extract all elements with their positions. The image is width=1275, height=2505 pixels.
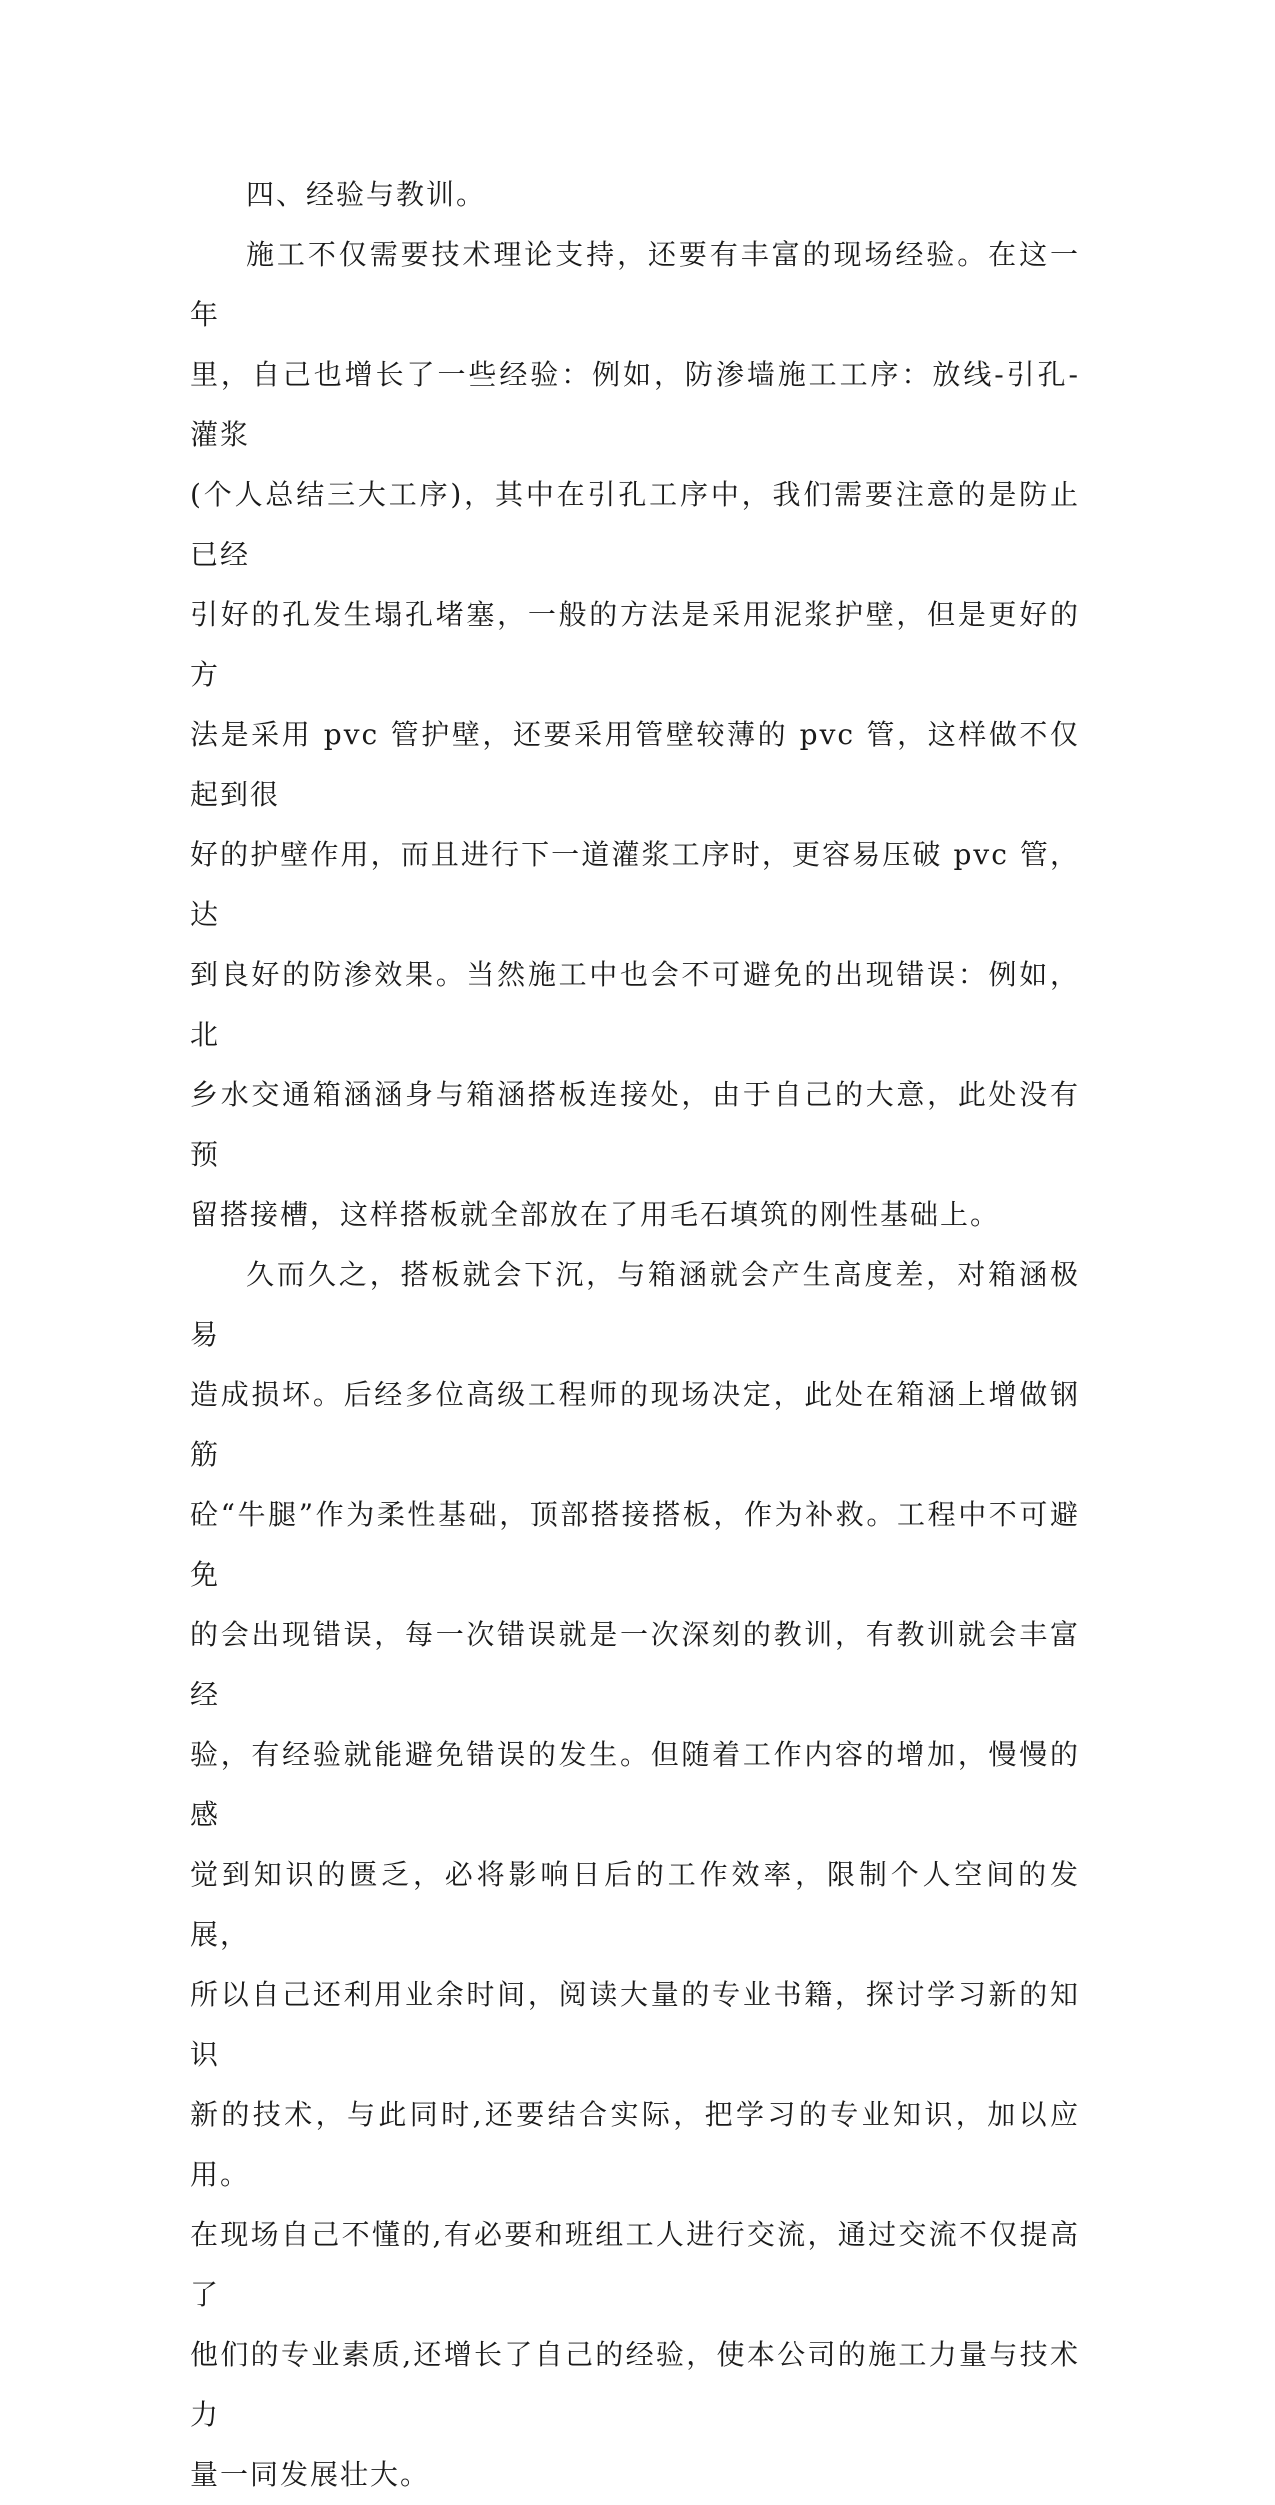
body-paragraph-1: 施工不仅需要技术理论支持，还要有丰富的现场经验。在这一年 里，自己也增长了一些经验：例如，防渗墙施工工序：放线-引孔-灌浆 (个人总结三大工序)，其中在引孔工序中，我们需要注意的是防止已经 引好的孔发生塌孔堵塞，一般的方法是采用泥浆护壁，但是更好的方 法是采用 pvc 管护壁，还要采用管壁较薄的 pvc 管，这样做不仅起到很 好的护壁作用，而且进行下一道灌浆工序时，更容易压破 pvc 管，达 到良好的防渗效果。当然施工中也会不可避免的出现错误：例如，北 乡水交通箱涵涵身与箱涵搭板连接处，由于自己的大意，此处没有预 留搭接槽，这样搭板就全部放在了用毛石填筑的刚性基础上。 <box>190 238 1080 1231</box>
section-heading: 四、经验与教训。 <box>246 178 487 211</box>
document-body <box>190 165 1080 2505</box>
body-paragraph-2: 久而久之，搭板就会下沉，与箱涵就会产生高度差，对箱涵极易 造成损坏。后经多位高级工程师的现场决定，此处在箱涵上增做钢筋 砼“牛腿”作为柔性基础，顶部搭接搭板，作为补救。工程中不可避免 的会出现错误，每一次错误就是一次深刻的教训，有教训就会丰富经 验，有经验就能避免错误的发生。但随着工作内容的增加，慢慢的感 觉到知识的匮乏，必将影响日后的工作效率，限制个人空间的发展， 所以自己还利用业余时间，阅读大量的专业书籍，探讨学习新的知识 新的技术，与此同时,还要结合实际，把学习的专业知识，加以应用。 在现场自己不懂的,有必要和班组工人进行交流，通过交流不仅提高了 他们的专业素质,还增长了自己的经验，使本公司的施工力量与技术力 量一同发展壮大。 <box>190 1258 1080 2491</box>
